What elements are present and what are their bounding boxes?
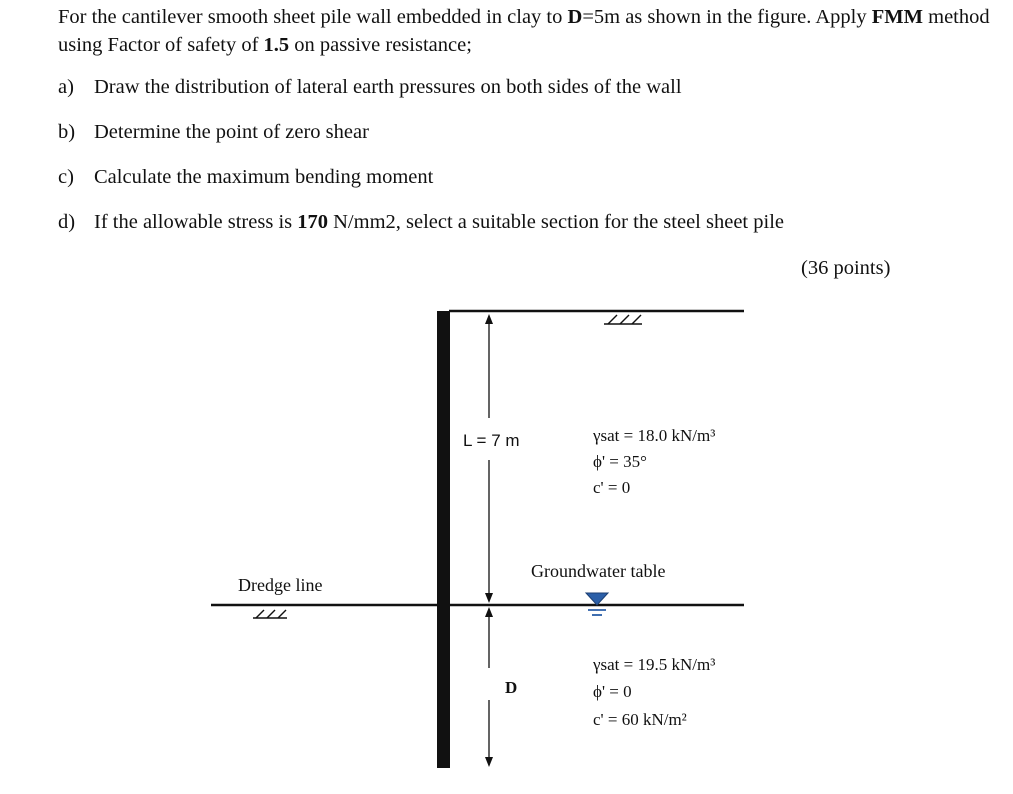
allowable-stress-value: 170 xyxy=(297,211,328,233)
lower-soil-cohesion: c' = 60 kN/m² xyxy=(593,710,687,729)
upper-soil-unit-weight: γsat = 18.0 kN/m³ xyxy=(593,426,716,445)
dredge-label: Dredge line xyxy=(238,575,323,595)
upper-soil-friction-angle: ϕ' = 35° xyxy=(593,452,647,471)
arrow-down-icon xyxy=(485,757,493,767)
groundwater-label: Groundwater table xyxy=(531,561,666,581)
question-text: If the allowable stress is xyxy=(94,211,298,233)
question-text: Determine the point of zero shear xyxy=(94,121,369,143)
question-text: N/mm2, select a suitable section for the steel sheet pile xyxy=(328,211,784,233)
intro-method: FMM xyxy=(871,6,923,28)
sheet-pile-wall xyxy=(437,311,450,768)
points-label: (36 points) xyxy=(801,257,891,279)
length-label: L = 7 m xyxy=(463,431,520,450)
intro-text-1: For the cantilever smooth sheet pile wall embedded in clay to xyxy=(58,6,568,28)
arrow-up-icon xyxy=(485,314,493,324)
arrow-down-icon xyxy=(485,593,493,603)
question-text: Calculate the maximum bending moment xyxy=(94,166,434,188)
question-text: Draw the distribution of lateral earth pressures on both sides of the wall xyxy=(94,76,682,98)
upper-soil-cohesion: c' = 0 xyxy=(593,478,631,497)
intro-text-2: =5m as shown in the figure. Apply xyxy=(582,6,872,28)
intro-depth-symbol: D xyxy=(567,6,583,28)
question-label: c) xyxy=(58,166,74,188)
question-label: b) xyxy=(58,121,76,143)
intro-safety-factor: 1.5 xyxy=(263,34,290,56)
question-label: a) xyxy=(58,76,74,98)
lower-soil-friction-angle: ϕ' = 0 xyxy=(593,682,632,701)
dredge-hatch-icon xyxy=(253,610,287,618)
intro-text-3: method using Factor of safety of xyxy=(58,6,990,56)
question-label: d) xyxy=(58,211,76,233)
intro-text-4: on passive resistance; xyxy=(289,34,472,56)
arrow-up-icon xyxy=(485,607,493,617)
ground-hatch-icon xyxy=(604,315,642,324)
lower-soil-unit-weight: γsat = 19.5 kN/m³ xyxy=(593,655,716,674)
depth-label: D xyxy=(505,678,518,697)
